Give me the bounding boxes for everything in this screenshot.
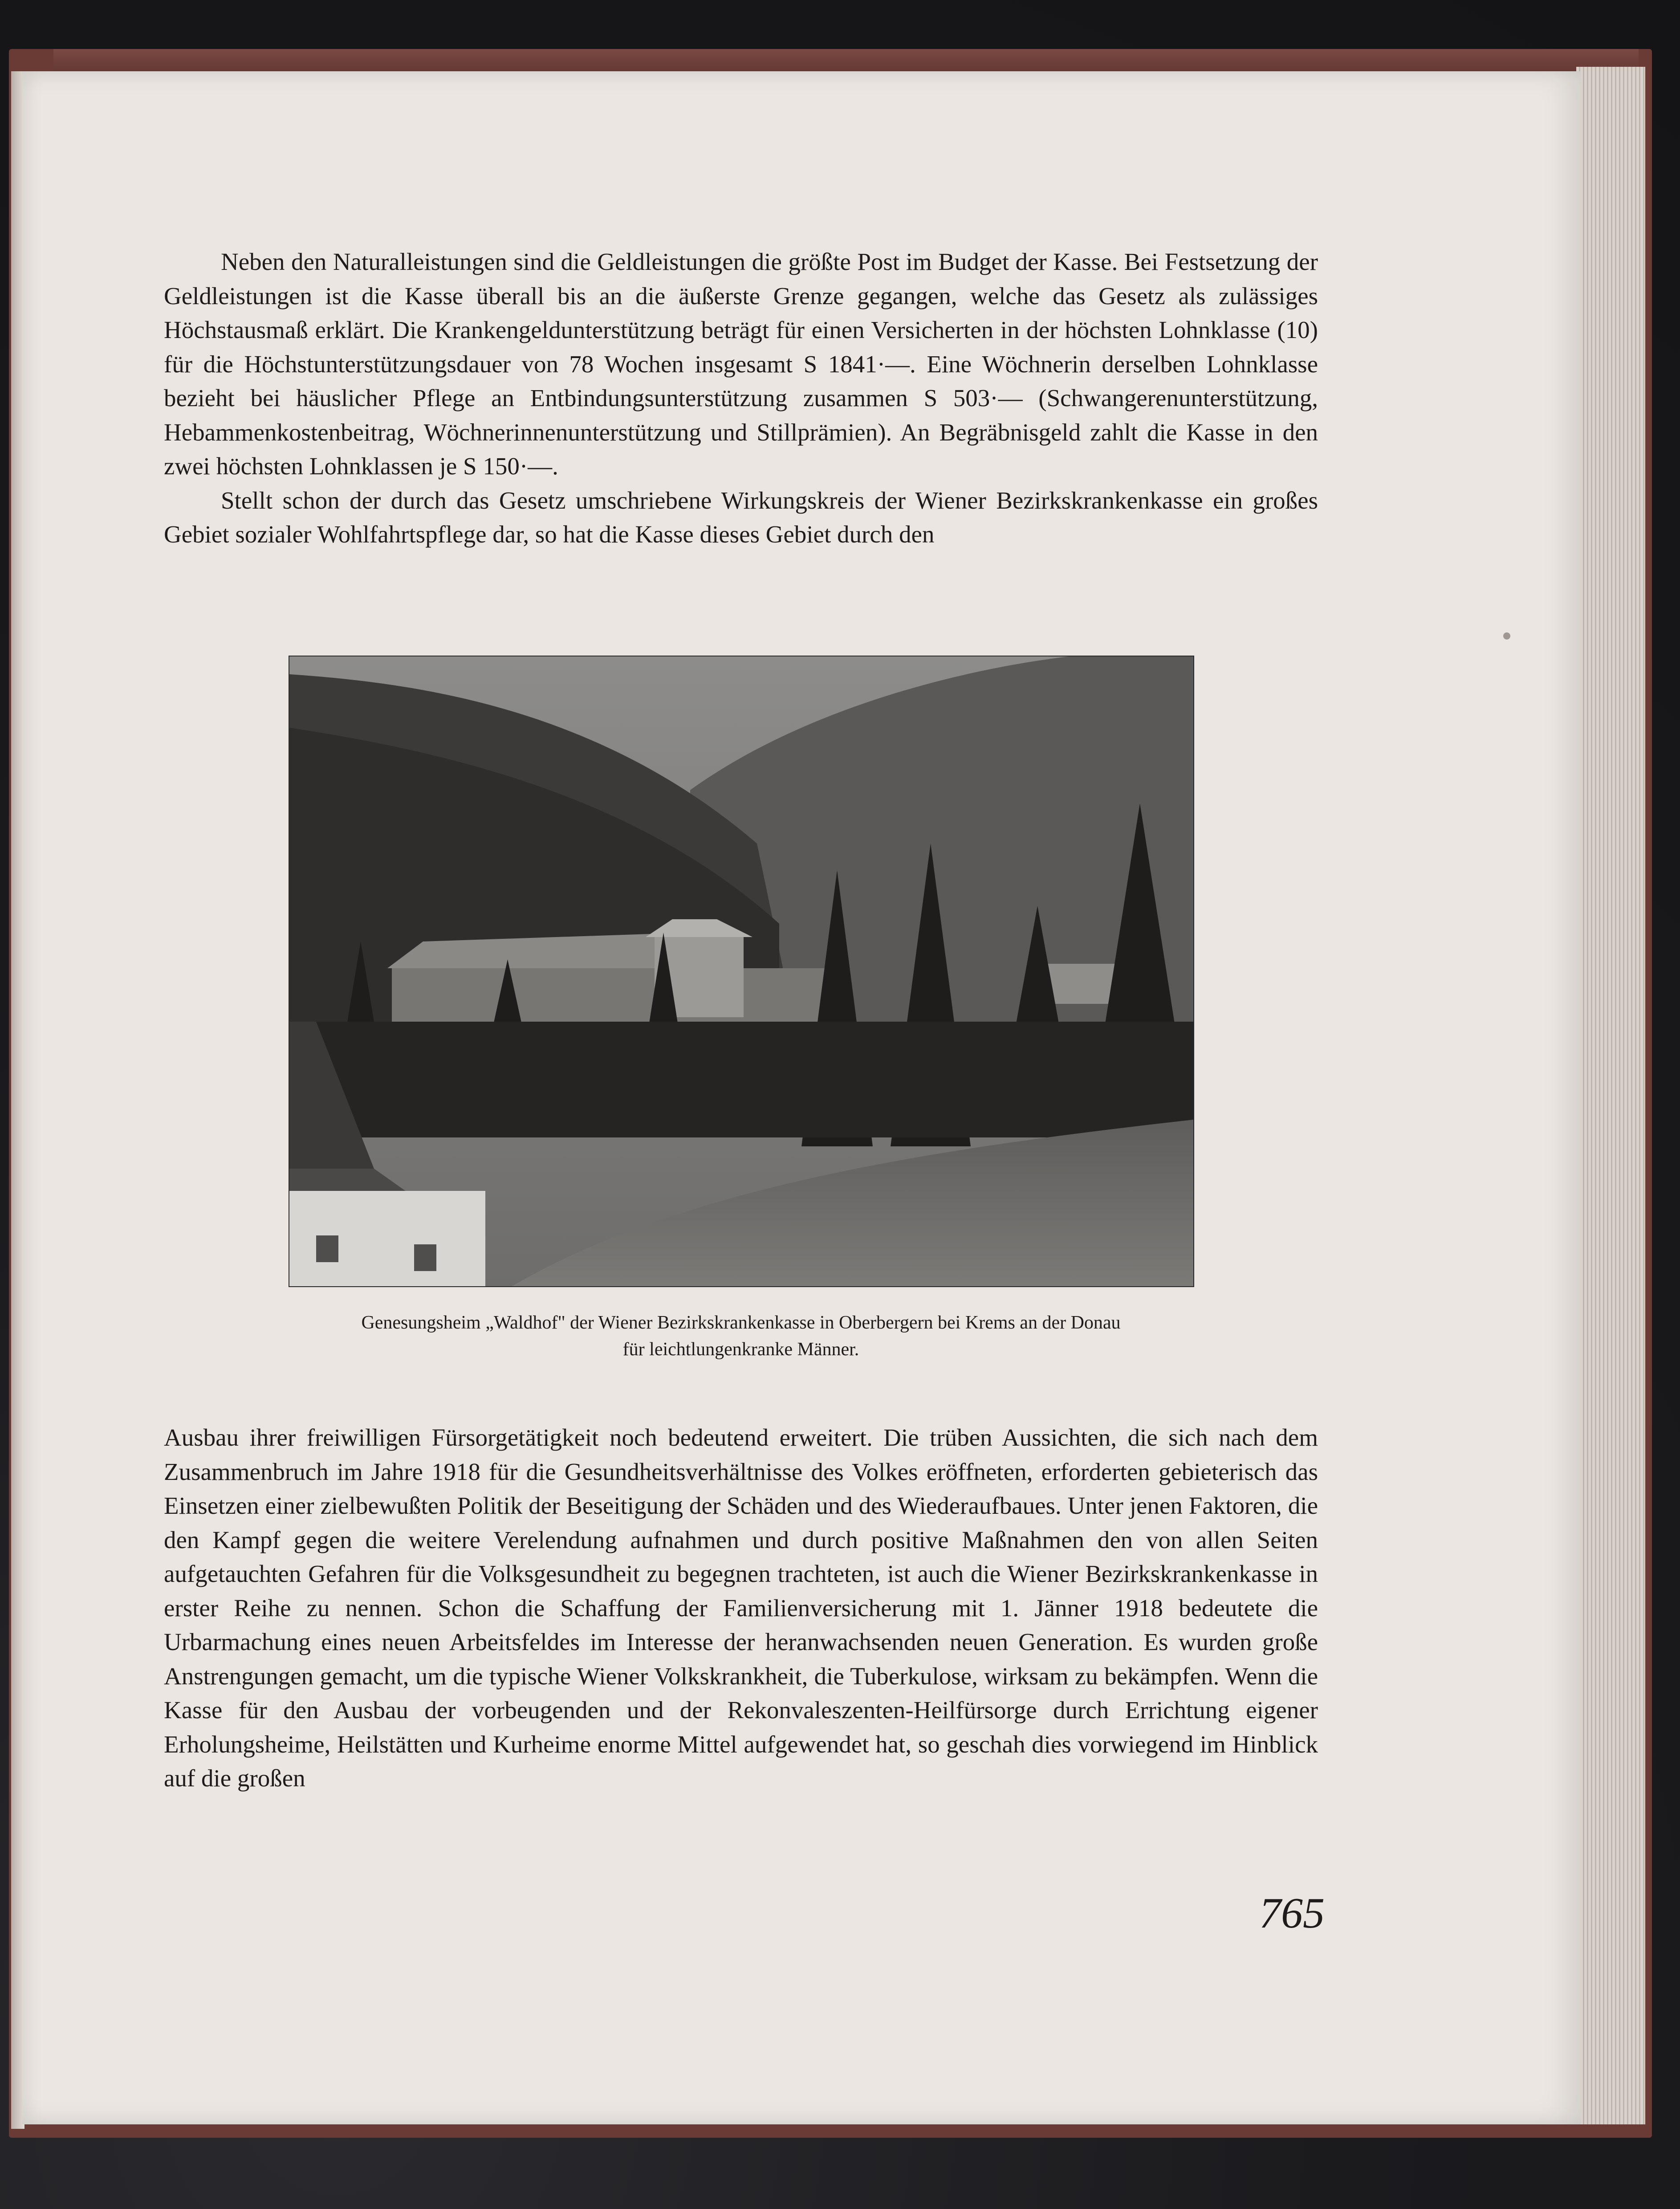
paragraph-scope: Stellt schon der durch das Gesetz umschriebene Wirkungskreis der Wiener Bezirkskrankenkasse ein großes Gebiet sozialer Wohlfahrtspflege dar, so hat die Kasse dieses Gebiet durch den	[164, 486, 1318, 548]
text-block-top	[164, 245, 1318, 552]
photo-waldhof	[289, 656, 1194, 1287]
paragraph-welfare: Ausbau ihrer freiwilligen Fürsorgetätigkeit noch bedeutend erweitert. Die trüben Aussichten, die sich nach dem Zusammenbruch im Jahre 1918 für die Gesundheitsverhältnisse des Volkes eröffneten, erforderten gebieterisch das Einsetzen einer zielbewußten Politik der Beseitigung der Schäden und des Wiederaufbaues. Unter jenen Faktoren, die den Kampf gegen die weitere Verelendung aufnahmen und durch positive Maßnahmen den von allen Seiten aufgetauchten Gefahren für die Volksgesundheit zu begegnen trachteten, ist auch die Wiener Bezirkskrankenkasse in erster Reihe zu nennen. Schon die Schaffung der Familienversicherung mit 1. Jänner 1918 bedeutete die Urbarmachung eines neuen Arbeitsfeldes im Interesse der heranwachsenden neuen Generation. Es wurden große Anstrengungen gemacht, um die typische Wiener Volkskrankheit, die Tuberkulose, wirksam zu bekämpfen. Wenn die Kasse für den Ausbau der vorbeugenden und der Rekonvaleszenten-Heilfürsorge durch Errichtung eigener Erholungsheime, Heilstätten und Kurheime enorme Mittel aufgewendet hat, so geschah dies vorwiegend im Hinblick auf die großen	[164, 1424, 1318, 1792]
page-speck	[1503, 632, 1510, 640]
page-stack-edges	[1576, 67, 1645, 2124]
page-number: 765	[1259, 1889, 1325, 1937]
caption-line-2: für leichtlungenkranke Männer.	[622, 1339, 859, 1360]
photo-caption	[164, 1309, 1318, 1363]
caption-line-1: Genesungsheim „Waldhof" der Wiener Bezirkskrankenkasse in Oberbergern bei Krems an der Donau	[361, 1312, 1121, 1333]
text-block-bottom	[164, 1421, 1318, 1796]
paragraph-benefits: Neben den Naturalleistungen sind die Geldleistungen die größte Post im Budget der Kasse. Bei Festsetzung der Geldleistungen ist die Kasse überall bis an die äußerste Grenze gegangen, welche das Gesetz als zulässiges Höchstausmaß erklärt. Die Krankengeldunterstützung beträgt für einen Versicherten in der höchsten Lohnklasse (10) für die Höchstunterstützungsdauer von 78 Wochen insgesamt S 1841·—. Eine Wöchnerin derselben Lohnklasse bezieht bei häuslicher Pflege an Entbindungsunterstützung zusammen S 503·— (Schwangerenunterstützung, Hebammenkostenbeitrag, Wöchnerinnenunterstützung und Stillprämien). An Begräbnisgeld zahlt die Kasse in den zwei höchsten Lohnklassen je S 150·—.	[164, 248, 1318, 480]
